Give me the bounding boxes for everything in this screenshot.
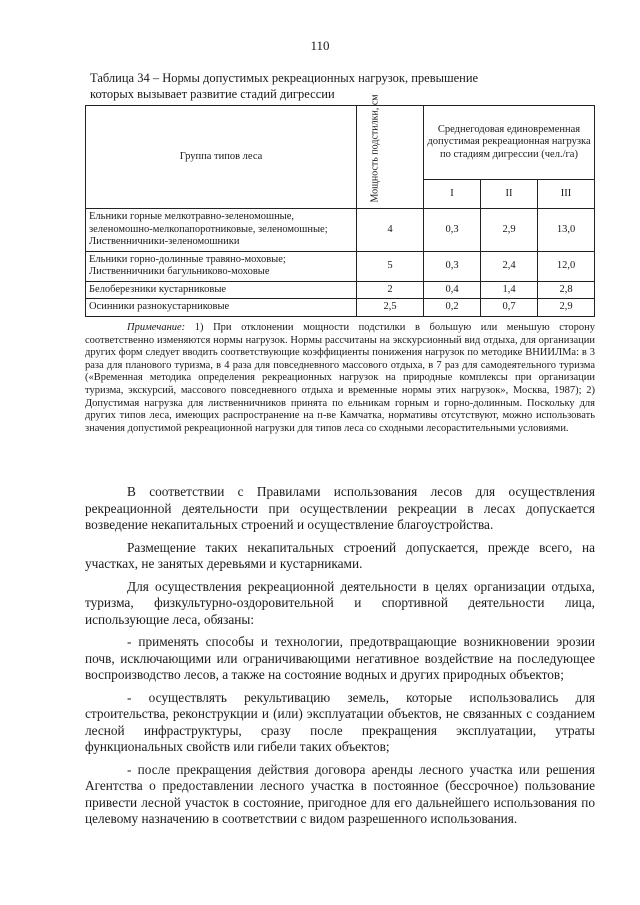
list-item: - осуществлять рекультивацию земель, которые использовались для строительства, реконструкции и (или) эксплуатации объектов, не связанных с созданием лесной инфраструктуры, сразу после прекращения эксплуатации, утраты функциональных свойств или гибели таких объектов;: [85, 689, 595, 754]
note-label: Примечание:: [127, 322, 186, 333]
cell-stage-3: 12,0: [538, 251, 595, 281]
cell-group: Осинники разнокустарниковые: [86, 299, 357, 317]
cell-thickness: 5: [357, 251, 424, 281]
table-header-row: [86, 106, 595, 180]
header-stage-1: I: [424, 180, 481, 209]
cell-group: Белоберезники кустарниковые: [86, 281, 357, 299]
table-row: [86, 209, 595, 252]
cell-stage-1: 0,4: [424, 281, 481, 299]
list-item: - применять способы и технологии, предотвращающие возникновении эрозии почв, исключающими или ограничивающими негативное воздействие на последующее воспроизводство лесов, а также на состояние водных и других природных объектов;: [85, 634, 595, 682]
note-text: 1) При отклонении мощности подстилки в большую или меньшую сторону соответственно изменяются нормы нагрузок. Нормы рассчитаны на экскурсионный вид отдыха, для организации других форм следует вводить соответствующие коэффициенты понижения нагрузок по методике ВНИИЛМа: в 3 раза для планового туризма, в 4 раза для повседневного массового отдыха, в 7 раз для самодеятельного туризма («Временная методика определения рекреационных нагрузок на природные комплексы при организации туризма, экскурсий, массового повседневного отдыха и временные нормы этих нагрузок», Москва, 1987); 2) Допустимая нагрузка для лиственничников принята по ельникам горным и горно-долинным. Поскольку для других типов леса, имеющих распространение на п-ве Камчатка, нормативы отсутствуют, можно использовать значения допустимой рекреационной нагрузки для типов леса со сходными лесорастительными условиями.: [85, 322, 595, 434]
body-text: [85, 484, 595, 834]
cell-stage-1: 0,3: [424, 251, 481, 281]
header-group: Группа типов леса: [86, 106, 357, 209]
table-row: [86, 251, 595, 281]
cell-thickness: 4: [357, 209, 424, 252]
list-item: - после прекращения действия договора аренды лесного участка или решения Агентства о предоставлении лесного участка в постоянное (бессрочное) пользование привести лесной участок в состояние, пригодное для его дальнейшего использования по целевому назначению в соответствии с видом разрешенного использования.: [85, 761, 595, 826]
cell-stage-3: 13,0: [538, 209, 595, 252]
cell-stage-2: 2,9: [481, 209, 538, 252]
paragraph: Для осуществления рекреационной деятельности в целях организации отдыха, туризма, физкультурно-оздоровительной и спортивной деятельности лица, использующие леса, обязаны:: [85, 578, 595, 627]
cell-thickness: 2: [357, 281, 424, 299]
cell-group: Ельники горно-долинные травяно-моховые; Лиственничники багульниково-моховые: [86, 251, 357, 281]
cell-stage-3: 2,9: [538, 299, 595, 317]
header-thickness: [357, 93, 424, 209]
header-stage-2: II: [481, 180, 538, 209]
cell-group: Ельники горные мелкотравно-зеленомошные, зеленомошно-мелкопапоротниковые, зеленомошные; Лиственничники-зеленомошники: [86, 209, 357, 252]
caption-line-1: Таблица 34 – Нормы допустимых рекреационных нагрузок, превышение: [90, 71, 479, 85]
table-note: [85, 322, 595, 435]
table-row: [86, 281, 595, 299]
cell-stage-1: 0,2: [424, 299, 481, 317]
caption-line-2: которых вызывает развитие стадий дигрессии: [90, 87, 335, 101]
cell-stage-2: 2,4: [481, 251, 538, 281]
header-thickness-label: Мощность подстилки, см: [369, 93, 381, 202]
header-load: Среднегодовая единовременная допустимая рекреационная нагрузка по стадиям дигрессии (чел./га): [424, 106, 595, 180]
cell-stage-1: 0,3: [424, 209, 481, 252]
paragraph: В соответствии с Правилами использования лесов для осуществления рекреационной деятельности при осуществлении рекреации в лесах допускается возведение некапитальных строений и осуществление благоустройства.: [85, 484, 595, 532]
cell-stage-3: 2,8: [538, 281, 595, 299]
cell-thickness: 2,5: [357, 299, 424, 317]
cell-stage-2: 0,7: [481, 299, 538, 317]
paragraph: Размещение таких некапитальных строений допускается, прежде всего, на участках, не занятых деревьями и кустарниками.: [85, 539, 595, 571]
cell-stage-2: 1,4: [481, 281, 538, 299]
page-number: 110: [310, 38, 330, 53]
table-caption: [90, 70, 595, 102]
table-row: [86, 299, 595, 317]
header-stage-3: III: [538, 180, 595, 209]
